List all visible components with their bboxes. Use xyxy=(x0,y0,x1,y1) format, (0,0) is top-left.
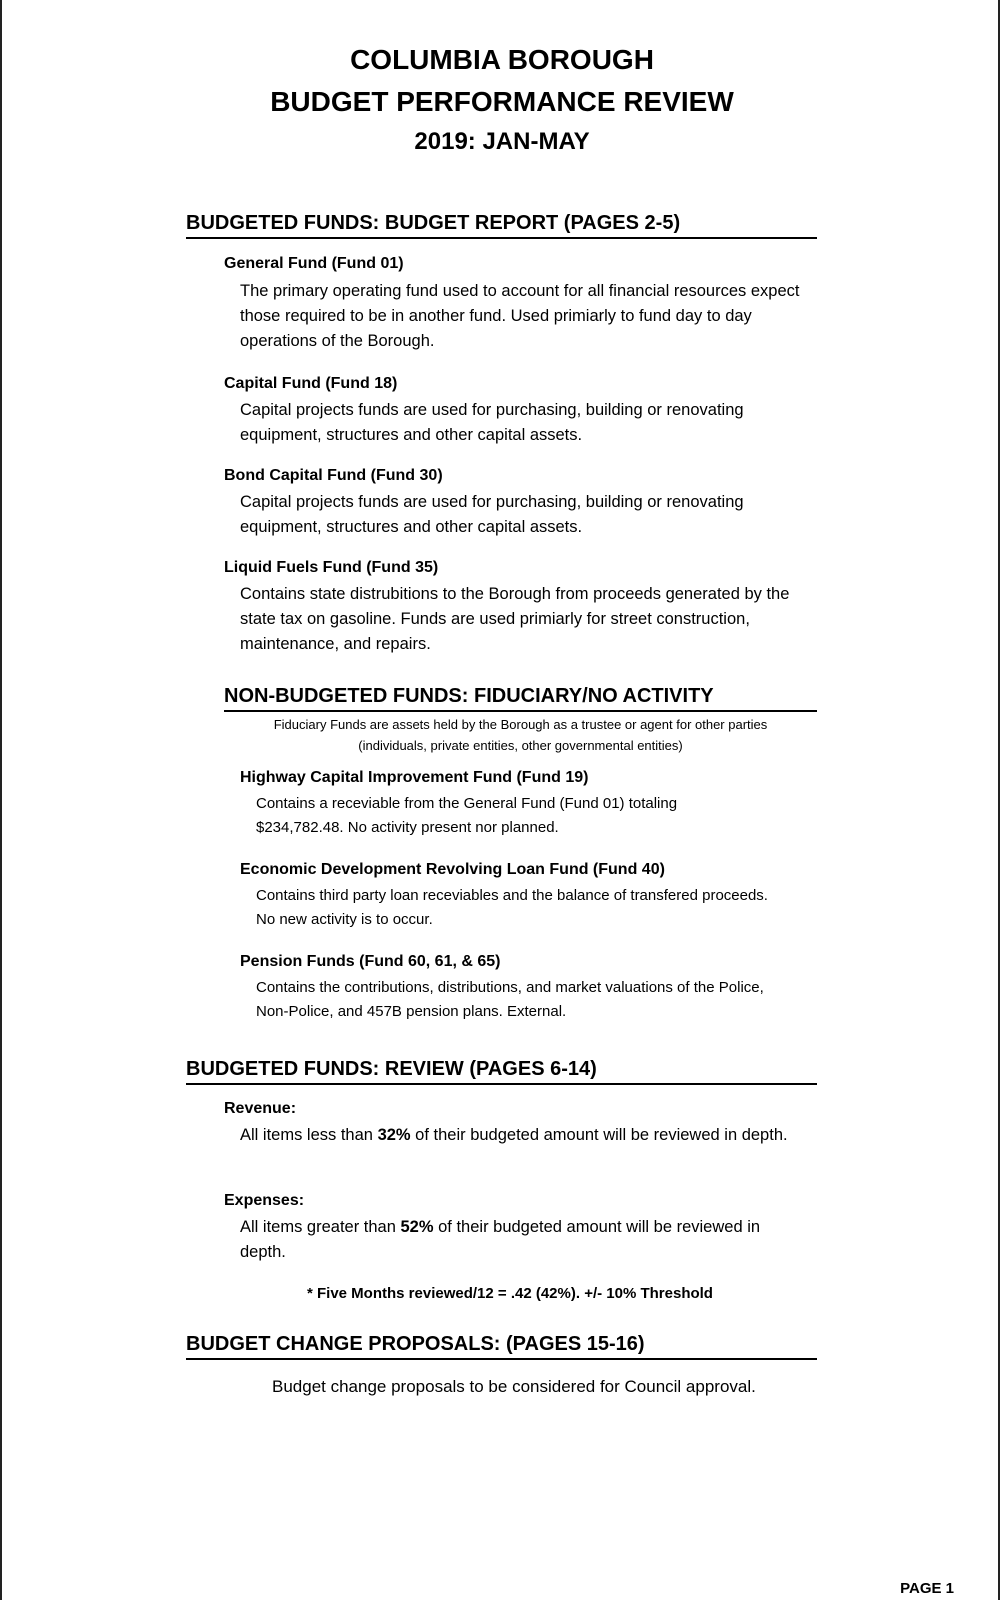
review-expenses-desc xyxy=(240,1215,810,1265)
fund-desc-general: The primary operating fund used to account for all financial resources expect those required to be in another fund. Used primiarly to fund day to day operations of the Borough. xyxy=(240,282,800,350)
fund-title-liquid-fuels: Liquid Fuels Fund (Fund 35) xyxy=(224,559,439,576)
page-number: PAGE 1 xyxy=(900,1580,954,1597)
fund-title-highway: Highway Capital Improvement Fund (Fund 19) xyxy=(240,769,589,786)
document-title-period: 2019: JAN-MAY xyxy=(414,128,590,155)
review-footnote: * Five Months reviewed/12 = .42 (42%). +/- 10% Threshold xyxy=(307,1285,713,1302)
document-title-report: BUDGET PERFORMANCE REVIEW xyxy=(270,86,734,117)
fund-desc-highway: Contains a receviable from the General Fund (Fund 01) totaling $234,782.48. No activity present nor planned. xyxy=(256,795,678,836)
section-heading-non-budgeted: NON-BUDGETED FUNDS: FIDUCIARY/NO ACTIVITY xyxy=(224,685,817,712)
review-expenses-threshold: 52% xyxy=(400,1218,434,1236)
fund-title-economic-development: Economic Development Revolving Loan Fund (Fund 40) xyxy=(240,861,665,878)
fiduciary-note-line2: (individuals, private entities, other governmental entities) xyxy=(358,738,683,753)
fund-desc-capital: Capital projects funds are used for purchasing, building or renovating equipment, structures and other capital assets. xyxy=(240,401,744,444)
proposals-text: Budget change proposals to be considered for Council approval. xyxy=(272,1377,756,1396)
fund-title-general: General Fund (Fund 01) xyxy=(224,255,404,272)
fund-title-capital: Capital Fund (Fund 18) xyxy=(224,375,398,392)
fund-title-pension: Pension Funds (Fund 60, 61, & 65) xyxy=(240,953,501,970)
document-title-org: COLUMBIA BOROUGH xyxy=(350,44,654,75)
section-heading-budget-report: BUDGETED FUNDS: BUDGET REPORT (PAGES 2-5) xyxy=(186,212,817,239)
fund-desc-economic-development: Contains third party loan receviables and the balance of transfered proceeds. No new activity is to occur. xyxy=(256,887,768,928)
section-heading-review: BUDGETED FUNDS: REVIEW (PAGES 6-14) xyxy=(186,1058,817,1085)
review-revenue-desc xyxy=(240,1123,800,1148)
section-heading-proposals: BUDGET CHANGE PROPOSALS: (PAGES 15-16) xyxy=(186,1333,817,1360)
fund-desc-pension: Contains the contributions, distributions, and market valuations of the Police, Non-Police, and 457B pension plans. External. xyxy=(256,979,764,1020)
review-revenue-text-pre: All items less than xyxy=(240,1126,378,1144)
review-revenue-title: Revenue: xyxy=(224,1100,297,1117)
fund-desc-bond-capital: Capital projects funds are used for purchasing, building or renovating equipment, structures and other capital assets. xyxy=(240,493,744,536)
fiduciary-note xyxy=(224,714,817,756)
review-revenue-text-post: of their budgeted amount will be reviewed in depth. xyxy=(410,1126,788,1144)
review-expenses-title: Expenses: xyxy=(224,1192,305,1209)
fiduciary-note-line1: Fiduciary Funds are assets held by the Borough as a trustee or agent for other parties xyxy=(273,717,768,732)
review-revenue-threshold: 32% xyxy=(377,1126,411,1144)
fund-desc-liquid-fuels: Contains state distrubitions to the Borough from proceeds generated by the state tax on gasoline. Funds are used primiarly for street construction, maintenance, and repairs. xyxy=(240,585,790,653)
fund-title-bond-capital: Bond Capital Fund (Fund 30) xyxy=(224,467,443,484)
review-expenses-text-pre: All items greater than xyxy=(240,1218,401,1236)
review-expenses-text-post: of their budgeted amount will be reviewed in depth. xyxy=(240,1218,761,1261)
